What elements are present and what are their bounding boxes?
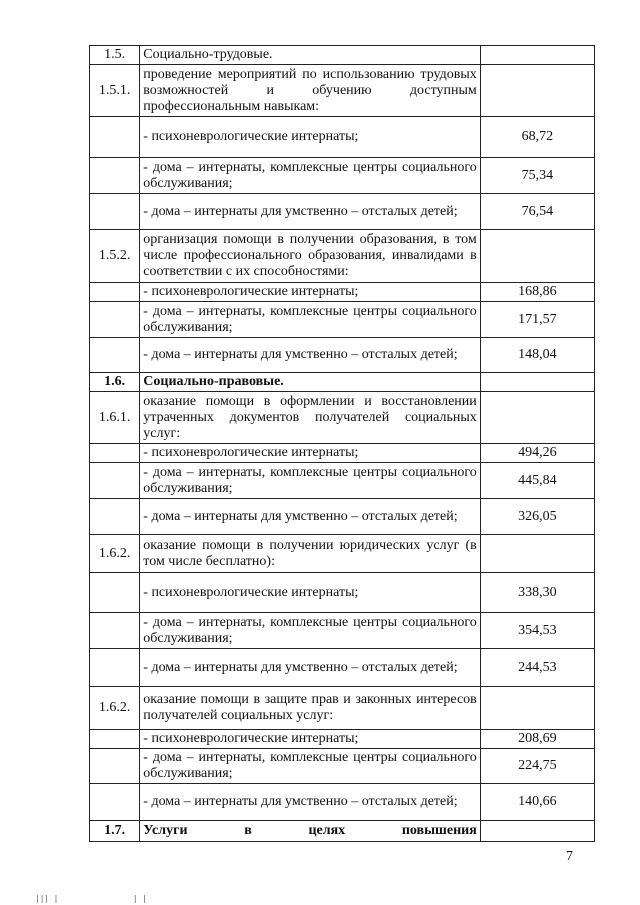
row-value: 494,26 [480,444,594,463]
row-value [480,687,594,730]
row-value [480,821,594,842]
table-row [90,283,595,302]
row-value [480,535,594,573]
row-value: 445,84 [480,463,594,499]
row-value: 76,54 [480,194,594,230]
row-text: - психоневрологические интернаты; [140,444,481,463]
row-number: 1.6.2. [90,535,140,573]
row-text: - психоневрологические интернаты; [140,283,481,302]
table-row [90,499,595,535]
row-value: 208,69 [480,730,594,749]
table-row [90,463,595,499]
row-number [90,573,140,613]
row-number [90,499,140,535]
table-row [90,687,595,730]
row-value [480,392,594,444]
row-number: 1.6. [90,373,140,392]
row-number: 1.6.1. [90,392,140,444]
table-row [90,730,595,749]
row-text: - дома – интернаты для умственно – отсталых детей; [140,338,481,373]
row-text: - психоневрологические интернаты; [140,730,481,749]
row-text: - дома – интернаты, комплексные центры социального обслуживания; [140,158,481,194]
row-text: оказание помощи в защите прав и законных интересов получателей социальных услуг: [140,687,481,730]
row-number [90,463,140,499]
row-text: - дома – интернаты для умственно – отсталых детей; [140,649,481,687]
row-text: - дома – интернаты, комплексные центры социального обслуживания; [140,613,481,649]
row-number [90,302,140,338]
row-text: Услуги в целях повышения [140,821,481,842]
table-row [90,784,595,821]
row-text: - психоневрологические интернаты; [140,573,481,613]
row-text: оказание помощи в получении юридических услуг (в том числе бесплатно): [140,535,481,573]
row-text: проведение мероприятий по использованию трудовых возможностей и обучению доступным профессиональным навыкам: [140,65,481,117]
table-row [90,821,595,842]
row-value: 148,04 [480,338,594,373]
row-text: Социально-правовые. [140,373,481,392]
table-row [90,230,595,283]
row-text: Социально-трудовые. [140,46,481,65]
row-number [90,158,140,194]
row-value [480,373,594,392]
row-number: 1.6.2. [90,687,140,730]
row-number [90,749,140,784]
row-text: - дома – интернаты для умственно – отсталых детей; [140,194,481,230]
tariff-table [89,45,595,842]
row-value: 171,57 [480,302,594,338]
row-number [90,613,140,649]
table-row [90,338,595,373]
row-number [90,194,140,230]
row-value: 326,05 [480,499,594,535]
row-text: - дома – интернаты для умственно – отсталых детей; [140,784,481,821]
table-row [90,649,595,687]
row-number [90,283,140,302]
table-row [90,158,595,194]
row-text: организация помощи в получении образования, в том числе профессионального образования, инвалидами в соответствии с их способностями: [140,230,481,283]
table-row [90,373,595,392]
row-value: 224,75 [480,749,594,784]
row-value [480,46,594,65]
table-row [90,302,595,338]
row-number [90,338,140,373]
row-number: 1.7. [90,821,140,842]
row-number: 1.5. [90,46,140,65]
row-value: 354,53 [480,613,594,649]
page-number: 7 [566,849,573,864]
row-number [90,730,140,749]
row-value [480,65,594,117]
row-value: 168,86 [480,283,594,302]
row-number [90,117,140,158]
table-row [90,65,595,117]
table-row [90,117,595,158]
table-row [90,444,595,463]
row-value: 140,66 [480,784,594,821]
row-text: - дома – интернаты для умственно – отсталых детей; [140,499,481,535]
row-text: оказание помощи в оформлении и восстановлении утраченных документов получателей социальных услуг: [140,392,481,444]
row-number: 1.5.2. [90,230,140,283]
scan-mark-left: ||| | [36,894,60,903]
table-row [90,749,595,784]
scan-mark-right: | | [133,894,148,903]
row-text: - дома – интернаты, комплексные центры социального обслуживания; [140,302,481,338]
row-text: - дома – интернаты, комплексные центры социального обслуживания; [140,463,481,499]
row-text: - психоневрологические интернаты; [140,117,481,158]
row-number: 1.5.1. [90,65,140,117]
table-row [90,46,595,65]
scan-marks [36,894,218,903]
row-number [90,444,140,463]
row-value: 244,53 [480,649,594,687]
row-text: - дома – интернаты, комплексные центры социального обслуживания; [140,749,481,784]
row-number [90,649,140,687]
row-value: 75,34 [480,158,594,194]
row-value: 68,72 [480,117,594,158]
table-row [90,392,595,444]
table-row [90,573,595,613]
table-row [90,194,595,230]
row-value [480,230,594,283]
table-row [90,535,595,573]
row-value: 338,30 [480,573,594,613]
table-row [90,613,595,649]
row-number [90,784,140,821]
